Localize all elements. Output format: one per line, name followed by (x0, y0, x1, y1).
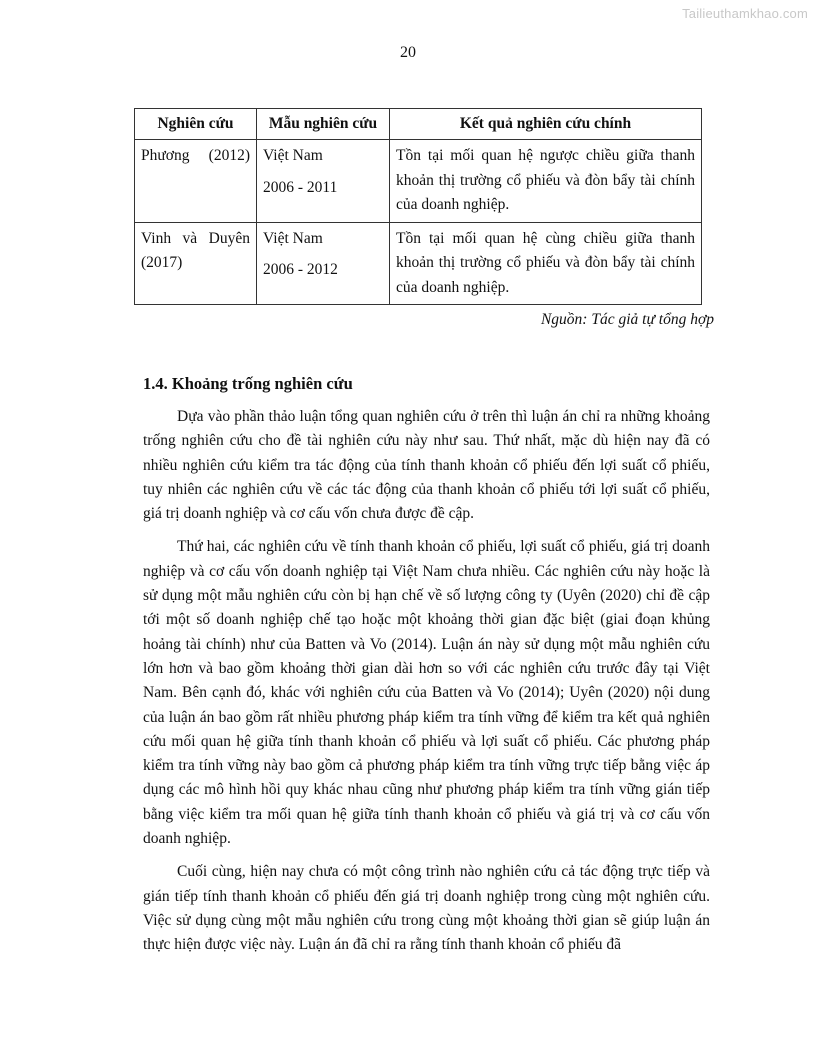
cell-study: Vinh và Duyên (2017) (135, 222, 257, 305)
cell-result: Tồn tại mối quan hệ cùng chiều giữa thanh khoản thị trường cổ phiếu và đòn bẩy tài chính của doanh nghiệp. (390, 222, 702, 305)
header-result: Kết quả nghiên cứu chính (390, 109, 702, 140)
cell-result: Tồn tại mối quan hệ ngược chiều giữa thanh khoản thị trường cổ phiếu và đòn bẩy tài chính của doanh nghiệp. (390, 140, 702, 223)
literature-table (134, 108, 702, 305)
paragraph: Thứ hai, các nghiên cứu về tính thanh khoản cổ phiếu, lợi suất cổ phiếu, giá trị doanh nghiệp và cơ cấu vốn doanh nghiệp tại Việt Nam chưa nhiều. Các nghiên cứu này hoặc là sử dụng một mẫu nghiên cứu còn bị hạn chế về số lượng công ty (Uyên (2020) chỉ đề cập tới một số doanh nghiệp chế tạo hoặc một khoảng thời gian đặc biệt (giai đoạn khủng hoảng tài chính) như của Batten và Vo (2014). Luận án này sử dụng một mẫu nghiên cứu lớn hơn và bao gồm khoảng thời gian dài hơn so với các nghiên cứu trước đây tại Việt Nam. Bên cạnh đó, khác với nghiên cứu của Batten và Vo (2014); Uyên (2020) nội dung của luận án bao gồm rất nhiều phương pháp kiểm tra tính vững để kiểm tra kết quả nghiên cứu mối quan hệ giữa tính thanh khoản cổ phiếu và lợi suất cổ phiếu. Các phương pháp kiểm tra tính vững này bao gồm cả phương pháp kiểm tra tính vững trực tiếp bằng việc áp dụng các mô hình hồi quy khác nhau cũng như phương pháp kiểm tra tính vững gián tiếp bằng việc kiểm tra mối quan hệ giữa tính thanh khoản cổ phiếu và giá trị và cơ cấu vốn doanh nghiệp. (143, 538, 710, 848)
table-header-row (135, 109, 702, 140)
page-number: 20 (400, 44, 416, 61)
sample-country: Việt Nam (263, 147, 323, 164)
table-source-note: Nguồn: Tác giả tự tổng hợp (540, 311, 714, 328)
table-row (135, 140, 702, 223)
table-row (135, 222, 702, 305)
header-sample: Mẫu nghiên cứu (257, 109, 390, 140)
cell-sample (257, 140, 390, 223)
sample-country: Việt Nam (263, 229, 323, 247)
section-body (143, 405, 710, 967)
paragraph: Cuối cùng, hiện nay chưa có một công trình nào nghiên cứu cả tác động trực tiếp và gián tiếp tính thanh khoản cổ phiếu đến giá trị doanh nghiệp trong cùng một nghiên cứu. Việc sử dụng cùng một mẫu nghiên cứu trong cùng một khoảng thời gian sẽ giúp luận án thực hiện được việc này. Luận án đã chỉ ra rằng tính thanh khoản cổ phiếu đã (143, 863, 710, 954)
paragraph: Dựa vào phần thảo luận tổng quan nghiên cứu ở trên thì luận án chỉ ra những khoảng trống nghiên cứu cho đề tài nghiên cứu này như sau. Thứ nhất, mặc dù hiện nay đã có nhiều nghiên cứu kiểm tra tác động của tính thanh khoản cổ phiếu đến lợi suất cổ phiếu, tuy nhiên các nghiên cứu về các tác động của thanh khoản cổ phiếu tới lợi suất cổ phiếu, giá trị doanh nghiệp và cơ cấu vốn chưa được đề cập. (143, 408, 710, 523)
cell-study: Phương (2012) (135, 140, 257, 223)
header-study: Nghiên cứu (135, 109, 257, 140)
section-heading: 1.4. Khoảng trống nghiên cứu (143, 374, 353, 393)
sample-period: 2006 - 2011 (263, 178, 338, 196)
cell-sample (257, 222, 390, 305)
sample-period: 2006 - 2012 (263, 261, 338, 278)
watermark: Tailieuthamkhao.com (682, 6, 808, 21)
